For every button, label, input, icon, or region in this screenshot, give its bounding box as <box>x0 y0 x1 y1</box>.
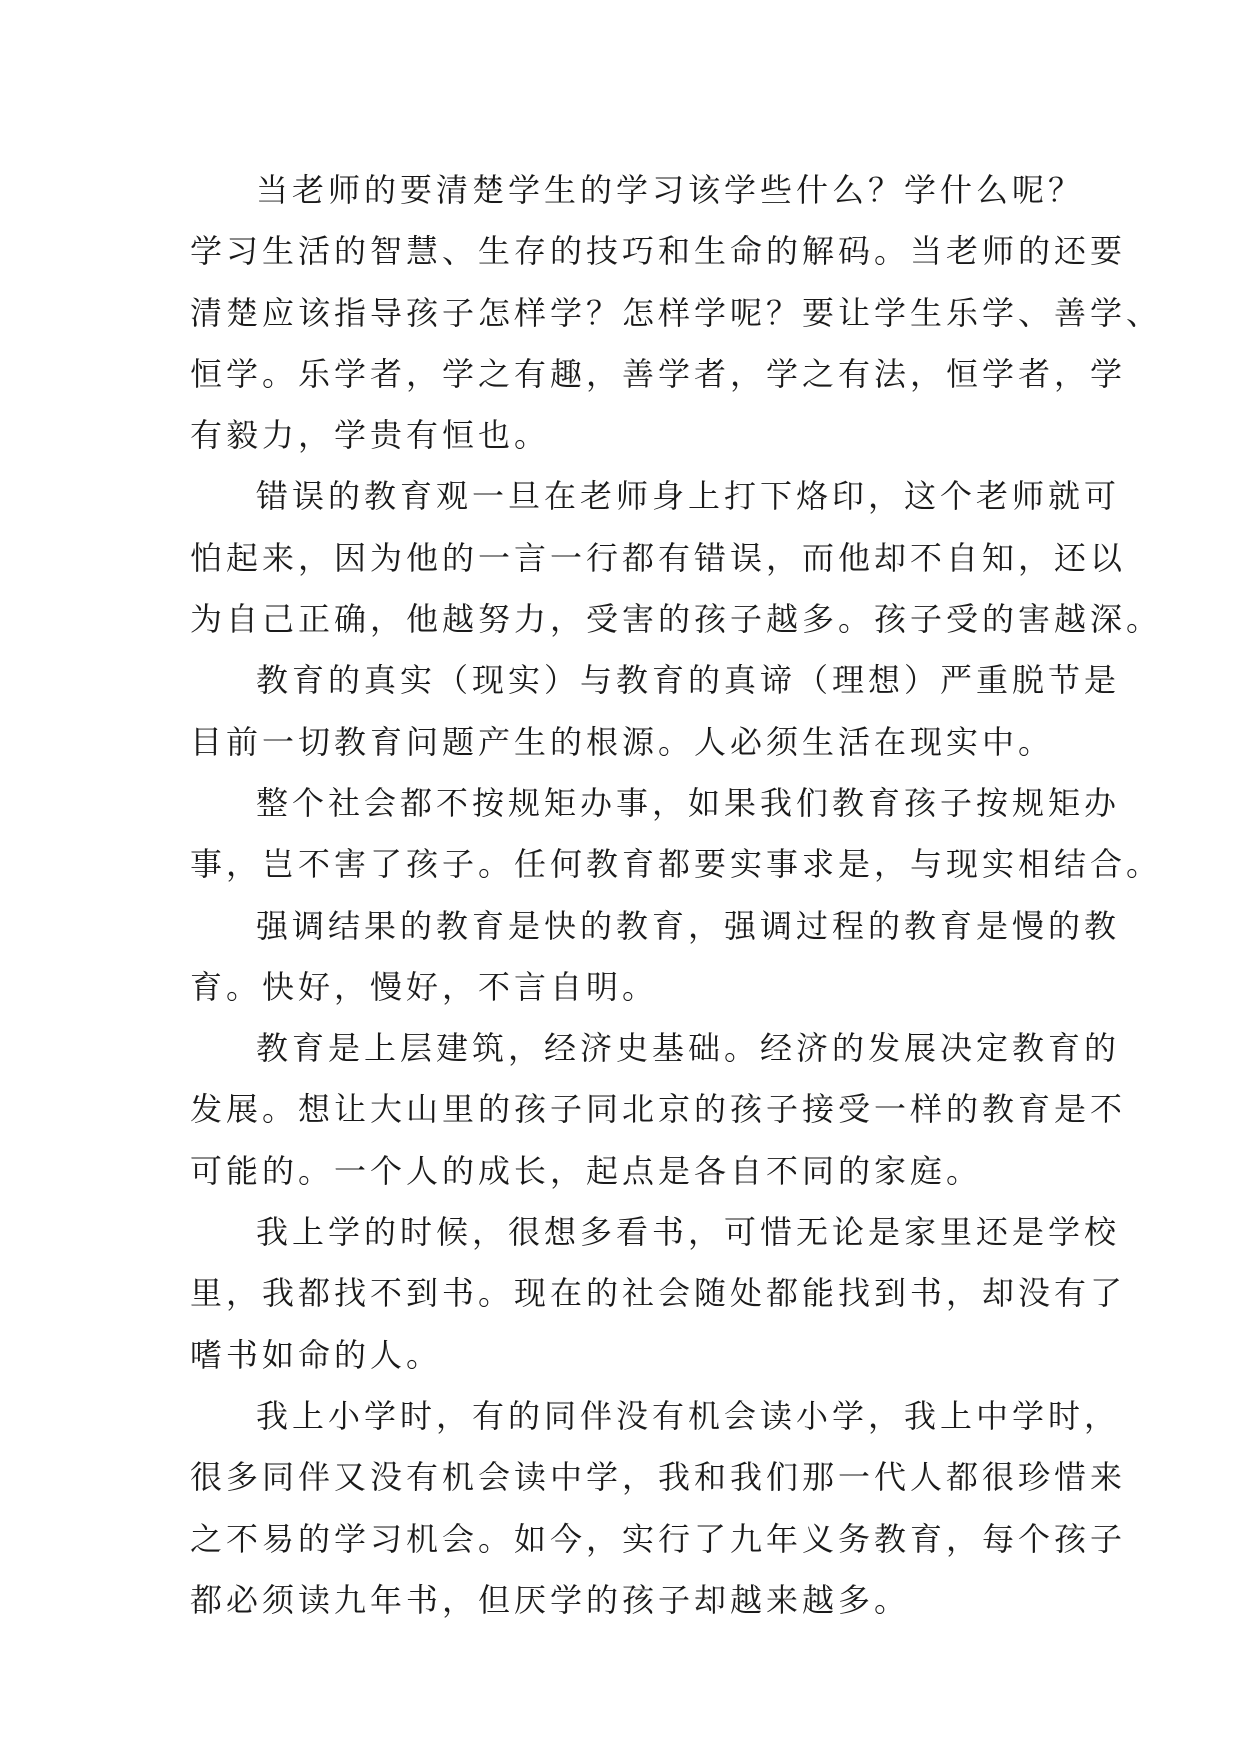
text-line: 事，岂不害了孩子。任何教育都要实事求是，与现实相结合。 <box>190 845 1163 884</box>
text-line: 很多同伴又没有机会读中学，我和我们那一代人都很珍惜来 <box>190 1458 1127 1497</box>
paragraph-7 <box>190 1202 1127 1386</box>
text-line: 整个社会都不按规矩办事，如果我们教育孩子按规矩办 <box>256 783 1121 822</box>
paragraph-3 <box>190 650 1121 773</box>
text-line: 当老师的要清楚学生的学习该学些什么？学什么呢？ <box>256 171 1085 209</box>
text-line: 怕起来，因为他的一言一行都有错误，而他却不自知，还以 <box>190 538 1127 577</box>
text-line: 之不易的学习机会。如今，实行了九年义务教育，每个孩子 <box>190 1519 1127 1558</box>
paragraph-6 <box>190 1018 1127 1202</box>
paragraph-8 <box>190 1386 1127 1631</box>
paragraph-2 <box>190 466 1163 650</box>
text-line: 里，我都找不到书。现在的社会随处都能找到书，却没有了 <box>190 1274 1127 1313</box>
text-line: 错误的教育观一旦在老师身上打下烙印，这个老师就可 <box>256 477 1121 516</box>
document-body <box>190 160 1163 1631</box>
text-line: 发展。想让大山里的孩子同北京的孩子接受一样的教育是不 <box>190 1090 1127 1129</box>
text-line: 嗜书如命的人。 <box>190 1335 443 1374</box>
paragraph-4 <box>190 773 1163 896</box>
paragraph-5 <box>190 896 1121 1019</box>
text-line: 教育的真实（现实）与教育的真谛（理想）严重脱节是 <box>256 661 1121 700</box>
text-line: 有毅力，学贵有恒也。 <box>190 416 551 455</box>
text-line: 可能的。一个人的成长，起点是各自不同的家庭。 <box>190 1151 983 1190</box>
text-line: 都必须读九年书，但厌学的孩子却越来越多。 <box>190 1580 911 1619</box>
text-line: 清楚应该指导孩子怎样学？怎样学呢？要让学生乐学、善学、 <box>190 293 1163 332</box>
text-line: 恒学。乐学者，学之有趣，善学者，学之有法，恒学者，学 <box>190 354 1127 393</box>
text-line: 育。快好，慢好，不言自明。 <box>190 967 659 1006</box>
text-line: 教育是上层建筑，经济史基础。经济的发展决定教育的 <box>256 1029 1121 1068</box>
text-line: 目前一切教育问题产生的根源。人必须生活在现实中。 <box>190 722 1055 761</box>
text-line: 我上小学时，有的同伴没有机会读小学，我上中学时， <box>256 1396 1121 1435</box>
text-line: 为自己正确，他越努力，受害的孩子越多。孩子受的害越深。 <box>190 600 1163 639</box>
text-line: 强调结果的教育是快的教育，强调过程的教育是慢的教 <box>256 906 1121 945</box>
text-line: 我上学的时候，很想多看书，可惜无论是家里还是学校 <box>256 1213 1121 1252</box>
paragraph-1 <box>190 160 1163 466</box>
text-line: 学习生活的智慧、生存的技巧和生命的解码。当老师的还要 <box>190 232 1127 271</box>
